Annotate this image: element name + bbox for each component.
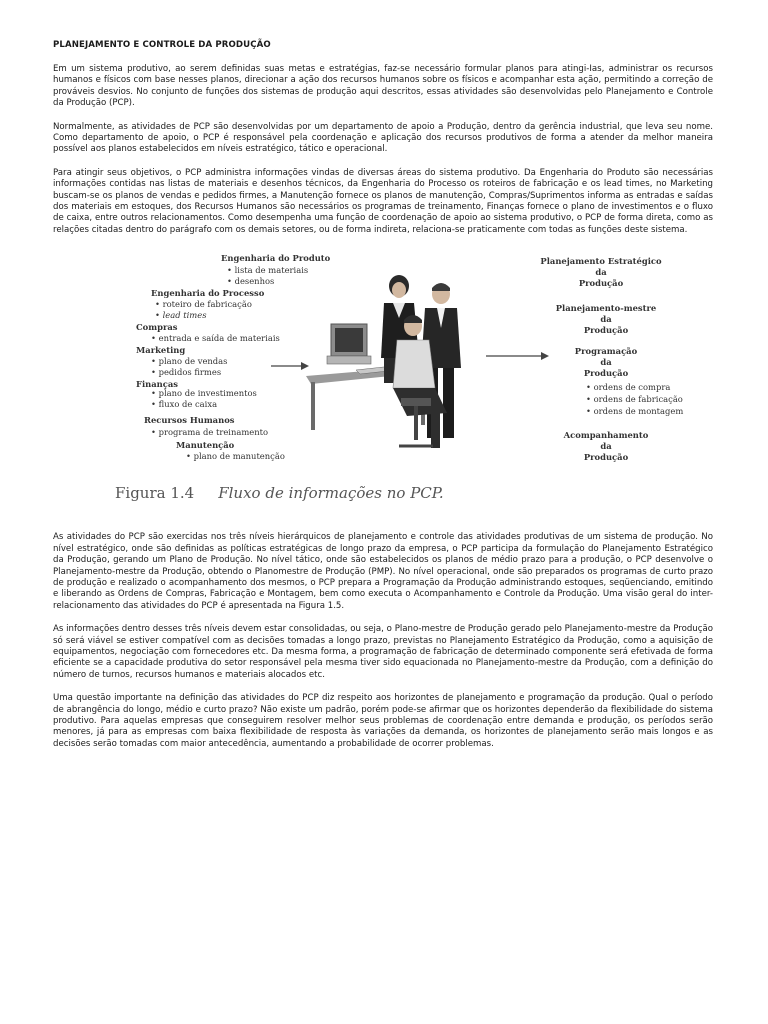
item-ordens-fabricacao: • ordens de fabricação [586,394,683,405]
label-eng-produto: Engenharia do Produto [221,253,331,264]
paragraph-2: Normalmente, as atividades de PCP são desenvolvidas por um departamento de apoio a Produção, dentro da gerência industrial, que leva seu nome. Como departamento de apoio, o PCP é responsável pela coordenação e aplicação dos recursos produtivos de forma a atender da melhor maneira possível aos planos estabelecidos em níveis estratégico, tático e operacional. [53,121,713,155]
label-programacao [575,346,638,378]
figure-illustration [131,248,731,513]
svg-text:Produção: Produção [583,325,629,336]
paragraph-4: As atividades do PCP são exercidas nos três níveis hierárquicos de planejamento e controle das atividades produtivas de um sistema de produção. No nível estratégico, onde são definidas as políticas estratégicas de longo prazo da empresa, o PCP participa da formulação do Planejamento Estratégico da Produção, gerando um Plano de Produção. No nível tático, onde são estabelecidos os planos de médio prazo para a produção, o PCP desenvolve o Planejamento-mestre da Produção, obtendo o Planomestre de Produção (PMP). No nível operacional, onde são preparados os programas de curto prazo de produção e realizado o acompanhamento dos mesmos, o PCP prepara a Programação da Produção administrando estoques, seqüenciando, emitindo e liberando as Ordens de Compras, Fabricação e Montagem, bem como executa o Acompanhamento e Controle da Produção. Uma visão geral do inter-relacionamento das atividades do PCP é apresentada na Figura 1.5. [53,532,713,611]
label-estrategico [540,256,662,288]
figure-pcp-flow [53,248,713,513]
item-lista-materiais: • lista de materiais [227,265,309,276]
paragraph-3: Para atingir seus objetivos, o PCP administra informações vindas de diversas áreas do sistema produtivo. Da Engenharia do Produto são necessárias informações contidas nas listas de materiais e desenhos técnicos, da Engenharia do Processo os roteiros de fabricação e os lead times, no Marketing buscam-se os planos de vendas e pedidos firmes, a Manutenção fornece os planos de manutenção, Compras/Suprimentos informa as entradas e saídas dos materiais em estoques, dos Recursos Humanos são necessários os programas de treinamento, Finanças fornece o plano de investimentos e o fluxo de caixa, entre outros relacionamentos. Como desempenha uma função de coordenação de apoio ao sistema produtivo, o PCP de forma direta, como as relações citadas dentro do parágrafo com os demais setores, ou de forma indireta, relaciona-se praticamente com todas as funções deste sistema. [53,167,713,235]
figure-caption-number: Figura 1.4 [115,484,195,503]
item-ordens-compra: • ordens de compra [586,382,671,393]
document-page [53,40,713,762]
paragraph-6: Uma questão importante na definição das atividades do PCP diz respeito aos horizontes de planejamento e programação da produção. Qual o período de abrangência do longo, médio e curto prazo? Não existe um padrão, porém pode-se afirmar que os horizontes dependerão da flexibilidade do sistema produtivo. Para aquelas empresas que conseguirem resolver melhor seus problemas de coordenação entre demanda e produção, os períodos serão menores, já para as empresas com baixa flexibilidade de resposta às variações da demanda, os horizontes de planejamento serão mais longos e as decisões serão tomadas com maior antecedência, aumentando a probabilidade de ocorrer problemas. [53,693,713,749]
svg-text:Produção: Produção [583,452,629,463]
svg-text:Planejamento Estratégico: Planejamento Estratégico [540,256,662,267]
item-plano-manutencao: • plano de manutenção [186,451,285,462]
item-plano-vendas: • plano de vendas [151,356,228,367]
item-desenhos: • desenhos [227,276,275,287]
label-mestre [556,303,657,335]
svg-text:Acompanhamento: Acompanhamento [563,430,649,441]
label-compras: Compras [136,322,178,333]
paragraph-1: Em um sistema produtivo, ao serem definidas suas metas e estratégias, faz-se necessário formular planos para atingi-Ias, administrar os recursos humanos e físicos com base nesses planos, direcionar a ação dos recursos humanos sobre os físicos e acompanhar esta ação, permitindo a correção de prováveis desvios. No conjunto de funções dos sistemas de produção aqui descritos, essas atividades são desenvolvidas pelo Planejamento e Controle da Produção (PCP). [53,64,713,109]
svg-text:da: da [600,314,612,325]
item-entrada-saida: • entrada e saída de materiais [151,333,280,344]
item-fluxo-caixa: • fluxo de caixa [151,399,218,410]
document-title: PLANEJAMENTO E CONTROLE DA PRODUÇÃO [53,40,271,50]
item-lead-times: • lead times [155,310,207,321]
svg-text:Programação: Programação [574,346,638,357]
item-ordens-montagem: • ordens de montagem [586,406,684,417]
label-eng-processo: Engenharia do Processo [151,288,265,299]
svg-text:Produção: Produção [578,278,624,289]
label-financas: Finanças [136,379,178,390]
item-programa-treinamento: • programa de treinamento [151,427,269,438]
label-acompanhamento [563,430,649,462]
figure-caption [115,484,444,502]
item-roteiro: • roteiro de fabricação [155,299,252,310]
svg-text:da: da [600,357,612,368]
label-marketing: Marketing [136,345,186,356]
flow-arrow-right [486,352,549,360]
people-computer-illustration [306,275,461,448]
svg-text:da: da [595,267,607,278]
figure-caption-text: Fluxo de informações no PCP. [218,484,444,503]
label-manutencao: Manutenção [176,440,235,451]
svg-text:Produção: Produção [583,368,629,379]
label-rh: Recursos Humanos [144,415,235,426]
svg-text:da: da [600,441,612,452]
svg-text:Planejamento-mestre: Planejamento-mestre [555,303,657,314]
item-pedidos-firmes: • pedidos firmes [151,367,222,378]
paragraph-5: As informações dentro desses três níveis devem estar consolidadas, ou seja, o Plano-mestre de Produção gerado pelo Planejamento-mestre da Produção só será viável se estiver compatível com as decisões tomadas a longo prazo, previstas no Planejamento Estratégico da Produção, como a aquisição de equipamentos, negociação com fornecedores etc. Da mesma forma, a programação de fabricação de determinado componente será efetivada de forma eficiente se a capacidade produtiva do setor responsável pela mesma tiver sido equacionada no Planejamento-mestre da Produção, com a definição do número de turnos, recursos humanos e materiais alocados etc. [53,624,713,680]
flow-arrow-left [271,362,309,370]
item-plano-investimentos: • plano de investimentos [151,388,257,399]
